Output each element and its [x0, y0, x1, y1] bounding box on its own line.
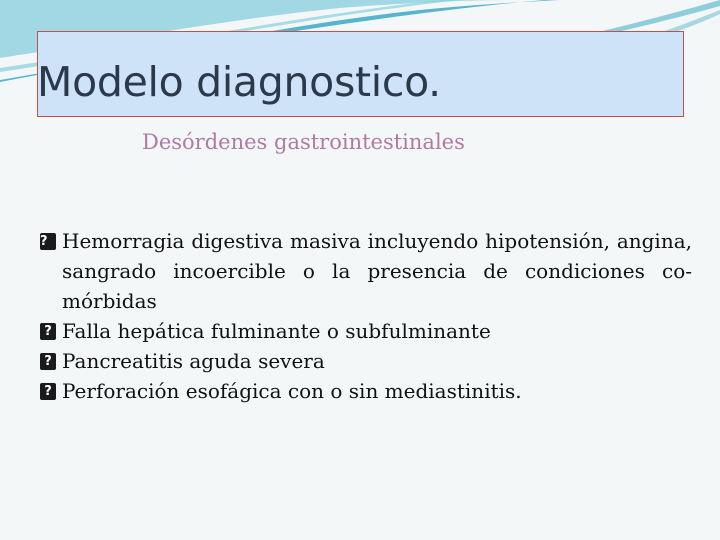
bullet-icon: ?	[40, 233, 56, 250]
bullet-item	[40, 346, 692, 376]
bullet-item	[40, 376, 692, 406]
bullet-text: Pancreatitis aguda severa	[62, 349, 325, 373]
slide-title: Modelo diagnostico.	[37, 58, 441, 106]
bullet-text: Hemorragia digestiva masiva incluyendo hipotensión, angina, sangrado incoercible o la presencia de condiciones co-mórbidas	[62, 229, 692, 313]
bullet-item	[40, 316, 692, 346]
slide-subtitle: Desórdenes gastrointestinales	[142, 130, 465, 154]
bullet-list	[40, 226, 692, 406]
bullet-icon: ?	[40, 323, 56, 340]
bullet-icon: ?	[40, 353, 56, 370]
bullet-item	[40, 226, 692, 316]
bullet-text: Falla hepática fulminante o subfulminante	[62, 319, 491, 343]
bullet-text: Perforación esofágica con o sin mediastinitis.	[62, 379, 522, 403]
bullet-icon: ?	[40, 383, 56, 400]
